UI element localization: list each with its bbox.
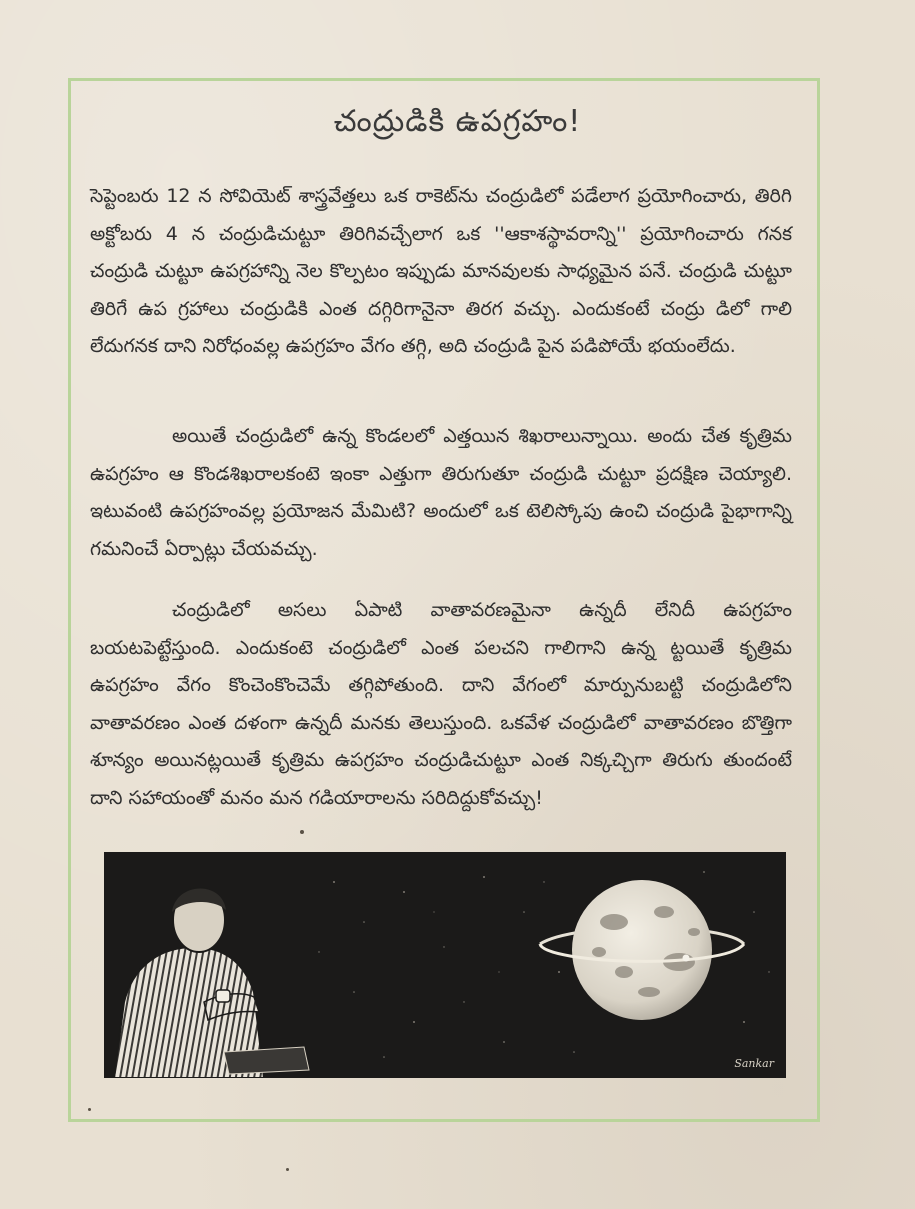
satellite-dot: [683, 955, 690, 962]
artist-signature: Sankar: [734, 1057, 774, 1070]
moon-satellite-illustration: [104, 852, 786, 1078]
article-paragraph-2: అయితే చంద్రుడిలో ఉన్న కొండలలో ఎత్తయిన శిఖరాలున్నాయి. అందు చేత కృత్రిమ ఉపగ్రహం ఆ కొండశిఖరాలకంటె ఇంకా ఎత్తుగా తిరుగుతూ చంద్రుడి చుట్టూ ప్రదక్షిణ చెయ్యాలి. ఇటువంటి ఉపగ్రహంవల్ల ప్రయోజన మేమిటి? అందులో ఒక టెలిస్కోపు ఉంచి చంద్రుడి పైభాగాన్ని గమనించే ఏర్పాట్లు చేయవచ్చు.: [90, 425, 792, 560]
wristwatch-icon: [216, 990, 230, 1002]
article-paragraph-3: చంద్రుడిలో అసలు ఏపాటి వాతావరణమైనా ఉన్నదీ లేనిదీ ఉపగ్రహం బయటపెట్టేస్తుంది. ఎందుకంటె చంద్రుడిలో ఎంత పలచని గాలిగాని ఉన్న ట్టయితే కృత్రిమ ఉపగ్రహం వేగం కొంచెంకొంచెమే తగ్గిపోతుంది. దాని వేగంలో మార్పునుబట్టి చంద్రుడిలోని వాతావరణం ఎంత దళంగా ఉన్నదీ మనకు తెలుస్తుంది. ఒకవేళ చంద్రుడిలో వాతావరణం బొత్తిగా శూన్యం అయినట్లయితే కృత్రిమ ఉపగ్రహం చంద్రుడిచుట్టూ ఎంత నిక్కచ్చిగా తిరుగు తుందంటే దాని సహాయంతో మనం మన గడియారాలను సరిదిద్దుకోవచ్చు!: [90, 599, 792, 809]
paper-speck: [286, 1168, 289, 1171]
moon-with-satellite-orbit: [540, 880, 744, 1020]
article-paragraph-1: సెప్టెంబరు 12 న సోవియెట్ శాస్త్రవేత్తలు ఒక రాకెట్‌ను చంద్రుడిలో పడేలాగ ప్రయోగించారు, తిరిగి అక్టోబరు 4 న చంద్రుడిచుట్టూ తిరిగివచ్చేలాగ ఒక ''ఆకాశస్థావరాన్ని'' ప్రయోగించారు గనక చంద్రుడి చుట్టూ ఉపగ్రహాన్ని నెల కొల్పటం ఇప్పుడు మానవులకు సాధ్యమైన పనే. చంద్రుడి చుట్టూ తిరిగే ఉప గ్రహాలు చంద్రుడికి ఎంత దగ్గిరిగానైనా తిరగ వచ్చు. ఎందుకంటే చంద్రు డిలో గాలి లేదుగనక దాని నిరోధంవల్ల ఉపగ్రహం వేగం తగ్గి, అది చంద్రుడి పైన పడిపోయే భయంలేదు.: [90, 185, 792, 357]
man-figure: [114, 888, 309, 1078]
article-title: చంద్రుడికి ఉపగ్రహం!: [333, 104, 582, 139]
paper-speck: [300, 830, 304, 834]
illustration-svg: [104, 852, 786, 1078]
paper-speck: [88, 1108, 91, 1111]
